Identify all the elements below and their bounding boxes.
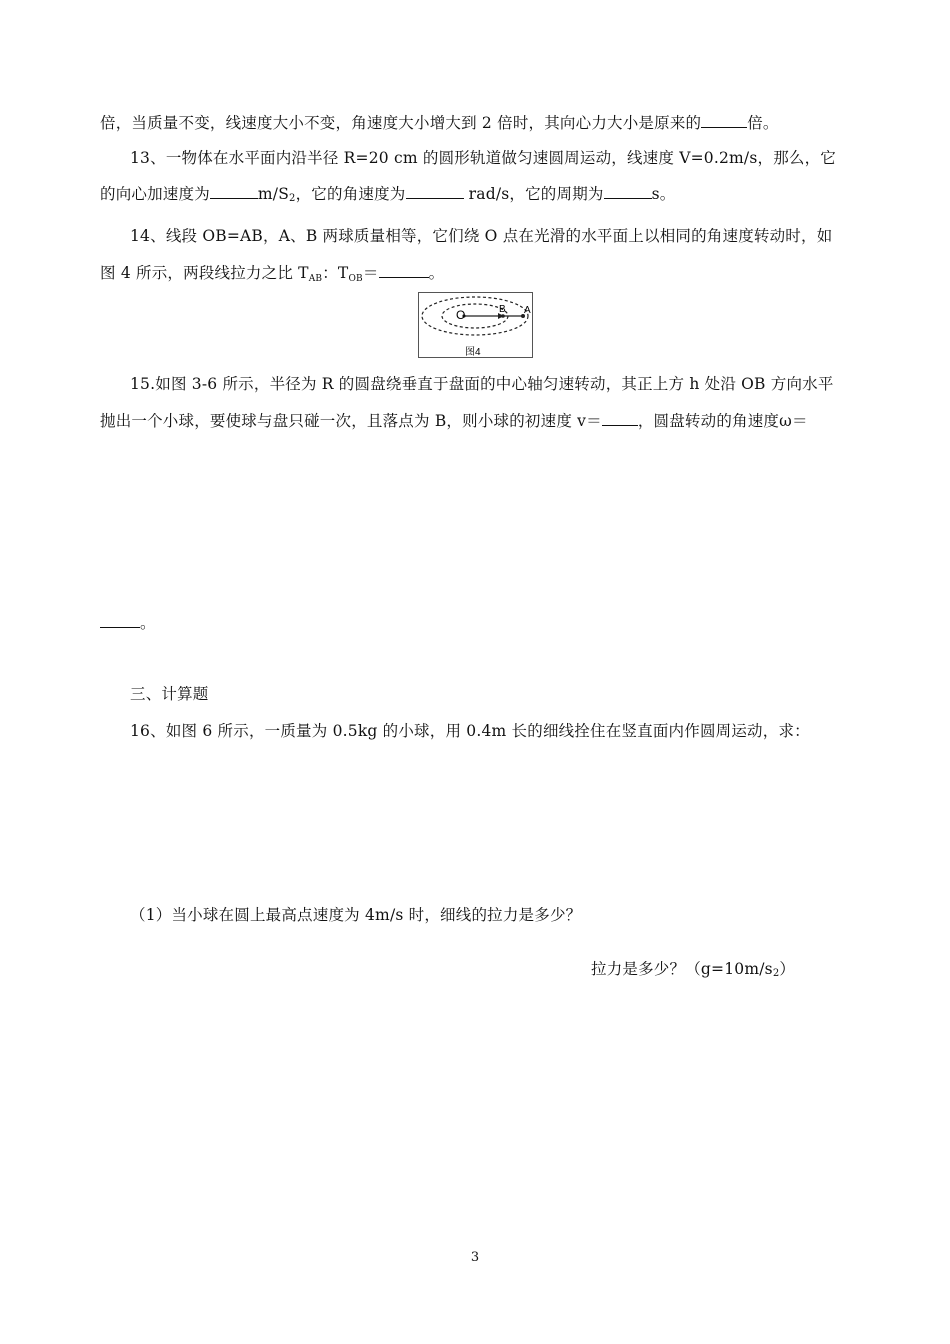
answer-blank [379,262,429,278]
figure-caption: 图4 [465,347,481,357]
question-16-line-1: 16、如图 6 所示，一质量为 0.5kg 的小球，用 0.4m 长的细线拴住在竖直面内作圆周运动，求： [130,722,810,740]
question-15-line-1: 15.如图 3-6 所示，半径为 R 的圆盘绕垂直于盘面的中心轴匀速转动，其正上方 h 处沿 OB 方向水平 [130,375,834,393]
answer-blank [604,183,652,199]
subscript: AB [308,274,323,284]
subscript: 2 [289,193,296,204]
text-segment: rad/s，它的周期为 [463,185,604,203]
text-line-1 [100,112,779,133]
answer-blank [701,112,747,128]
orbit-diagram [419,293,532,357]
label-a: A [524,305,531,316]
text-segment: 倍，当质量不变，线速度大小不变，角速度大小增大到 2 倍时，其向心力大小是原来的 [100,114,702,132]
question-13-line-2 [100,183,675,209]
answer-blank [406,183,464,199]
question-13-line-1: 13、一物体在水平面内沿半径 R=20 cm 的圆形轨道做匀速圆周运动，线速度 V=0.2m/s，那么，它 [130,149,836,167]
text-segment: ，它的角速度为 [295,185,406,203]
text-segment: ：T [322,264,349,282]
question-14-line-1: 14、线段 OB=AB，A、B 两球质量相等，它们绕 O 点在光滑的水平面上以相同的角速度转动时，如 [130,227,833,245]
text-segment: 。 [140,614,156,632]
text-segment: ） [779,960,796,978]
page-number: 3 [470,1250,480,1265]
text-segment: 。 [428,264,445,282]
question-15-line-3 [100,612,156,633]
text-segment: 倍。 [747,114,779,132]
text-segment: 抛出一个小球，要使球与盘只碰一次，且落点为 B，则小球的初速度 v＝ [100,412,602,430]
question-16-part-2 [591,959,795,984]
text-segment: ，圆盘转动的角速度ω＝ [637,412,808,430]
label-o: O [456,308,466,322]
subscript: OB [348,274,363,284]
text-segment: 拉力是多少？（g=10m/s [591,960,773,978]
label-b: B [499,304,506,315]
subscript: 2 [772,968,780,979]
question-14-line-2 [100,262,444,289]
answer-blank [602,410,638,426]
question-15-line-2 [100,410,808,431]
figure-4 [418,292,533,358]
section-heading-calculation: 三、计算题 [130,685,209,703]
answer-blank [210,183,258,199]
text-segment: 图 4 所示，两段线拉力之比 T [100,264,309,282]
answer-blank [100,612,140,628]
text-segment: m/S [257,185,290,203]
text-segment: s。 [651,185,676,203]
text-segment: 的向心加速度为 [100,185,210,203]
text-segment: ＝ [362,264,379,282]
question-16-part-1: （1）当小球在圆上最高点速度为 4m/s 时，细线的拉力是多少？ [130,906,582,924]
